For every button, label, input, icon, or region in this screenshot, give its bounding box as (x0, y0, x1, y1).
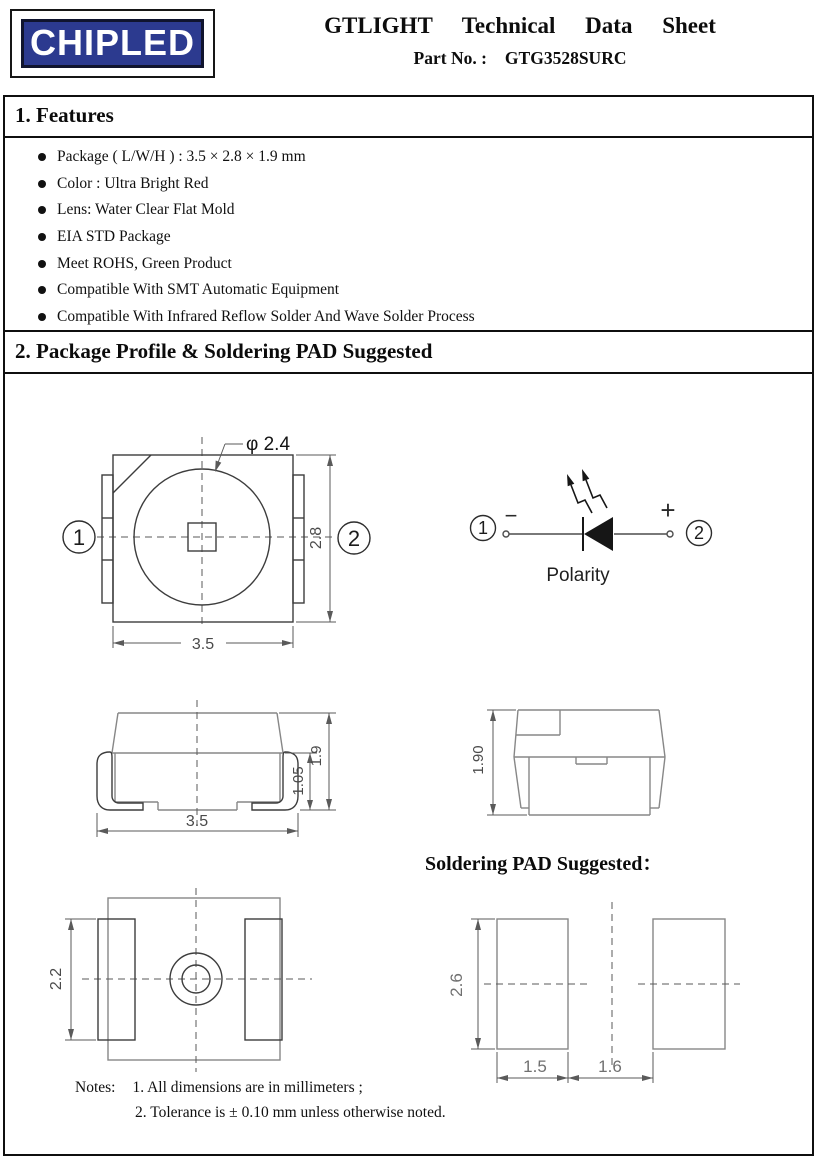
bullet-icon (38, 286, 46, 294)
feature-item (38, 197, 738, 224)
pin2-marker (687, 521, 712, 546)
feature-text: Compatible With Infrared Reflow Solder And Wave Solder Process (57, 307, 475, 325)
package-height-dimension (296, 455, 336, 622)
pad-gap-dimension (568, 1052, 653, 1083)
svg-text:1: 1 (72, 525, 86, 550)
chipled-logo-text: CHIPLED (21, 19, 204, 68)
feature-item (38, 250, 738, 277)
features-section-title: 1. Features (15, 103, 114, 127)
width-dimension (97, 813, 298, 837)
svg-text:1.5: 1.5 (523, 1057, 547, 1076)
package-top-view-drawing (40, 415, 380, 660)
total-height-dimension (279, 713, 336, 810)
bullet-icon (38, 153, 46, 161)
svg-text:2.6: 2.6 (447, 973, 466, 997)
notes (75, 1079, 446, 1122)
body-outline (514, 710, 665, 815)
bullet-icon (38, 233, 46, 241)
lens-diameter-dimension (215, 434, 290, 472)
svg-text:2.2: 2.2 (48, 967, 65, 991)
feature-item (38, 171, 738, 198)
bullet-icon (38, 180, 46, 188)
part-number-label: Part No. : (413, 48, 487, 68)
note-row (135, 1104, 446, 1122)
feature-item (38, 144, 738, 171)
polarity-caption: Polarity (546, 565, 610, 586)
note-text: 1. All dimensions are in millimeters ; (132, 1079, 363, 1096)
centerlines (484, 902, 740, 1068)
feature-text: Package ( L/W/H ) : 3.5 × 2.8 × 1.9 mm (57, 148, 306, 166)
header (225, 13, 815, 69)
light-emission-arrows (567, 469, 607, 513)
part-number-value: GTG3528SURC (504, 48, 627, 68)
pin2-marker (338, 522, 370, 554)
package-width-dimension (113, 626, 293, 653)
notes-label: Notes: (75, 1079, 116, 1096)
plus-sign: + (660, 495, 676, 525)
feature-item (38, 304, 738, 331)
polarity-diagram (440, 455, 780, 605)
minus-sign: − (504, 503, 518, 528)
diode-symbol (584, 517, 613, 551)
package-section-title: 2. Package Profile & Soldering PAD Suggested (15, 339, 433, 363)
pin1-marker (471, 516, 496, 541)
svg-text:φ 2.4: φ 2.4 (246, 434, 291, 455)
svg-text:2: 2 (347, 526, 361, 551)
section-divider (3, 136, 814, 138)
svg-text:1.6: 1.6 (598, 1057, 622, 1076)
package-bottom-view-drawing (50, 880, 330, 1085)
feature-text: Compatible With SMT Automatic Equipment (57, 281, 340, 299)
centerlines (82, 888, 312, 1072)
note-row (75, 1079, 446, 1097)
pin1-marker (63, 521, 95, 553)
document-title: GTLIGHT Technical Data Sheet (324, 13, 716, 38)
package-side-view-drawing (450, 690, 740, 830)
height-dimension (470, 710, 527, 815)
svg-text:1.9: 1.9 (308, 745, 325, 767)
pad-width-dimension (497, 1052, 568, 1083)
bullet-icon (38, 260, 46, 268)
section-divider (3, 330, 814, 332)
soldering-pad-heading: Soldering PAD Suggested： (425, 853, 663, 875)
chipled-logo (10, 9, 215, 78)
feature-item (38, 224, 738, 251)
package-front-view-drawing (60, 690, 400, 850)
part-number-line (225, 48, 815, 69)
bullet-icon (38, 206, 46, 214)
feature-item (38, 277, 738, 304)
feature-text: EIA STD Package (57, 228, 171, 246)
feature-text: Color : Ultra Bright Red (57, 174, 209, 192)
svg-text:2.8: 2.8 (308, 526, 325, 550)
soldering-pad-layout-drawing (440, 890, 780, 1105)
svg-text:2: 2 (693, 523, 705, 543)
section-divider (3, 372, 814, 374)
features-list (38, 144, 738, 330)
svg-text:1.05: 1.05 (290, 766, 307, 796)
svg-text:3.5: 3.5 (191, 636, 215, 653)
feature-text: Meet ROHS, Green Product (57, 254, 232, 272)
svg-text:1: 1 (477, 518, 489, 538)
feature-text: Lens: Water Clear Flat Mold (57, 201, 235, 219)
package-body-outline (102, 455, 304, 622)
bullet-icon (38, 313, 46, 321)
note-text: 2. Tolerance is ± 0.10 mm unless otherwise noted. (135, 1104, 446, 1121)
svg-text:1.90: 1.90 (470, 745, 487, 775)
svg-text:3.5: 3.5 (185, 813, 209, 830)
